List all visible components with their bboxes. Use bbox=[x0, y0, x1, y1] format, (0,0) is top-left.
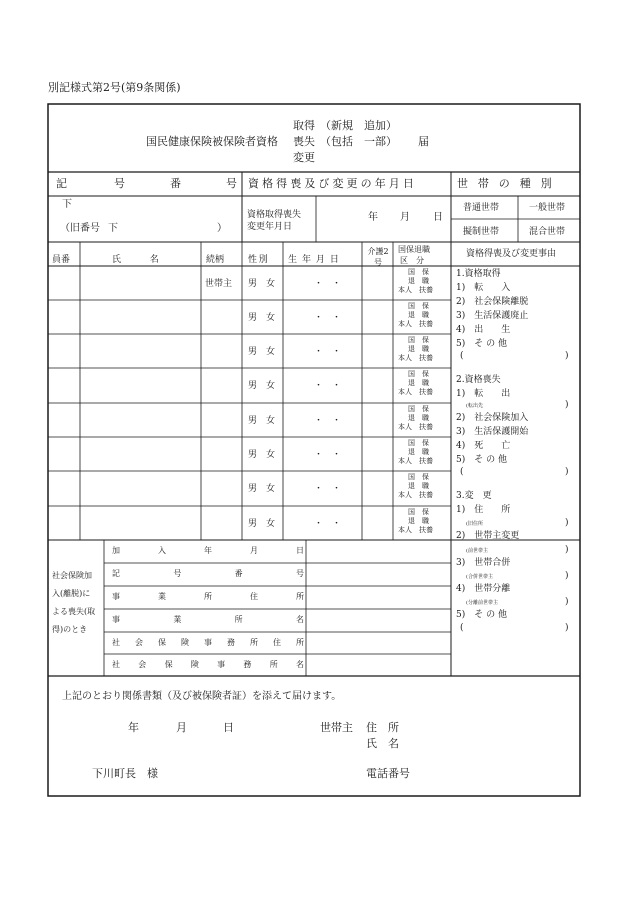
row-birth-dots: ・ ・ bbox=[314, 381, 342, 391]
shaho-row-char: 名 bbox=[296, 615, 304, 624]
reason-acq-1: 1) 転 入 bbox=[456, 283, 511, 293]
shaho-row-char: 社 bbox=[112, 638, 120, 647]
row-kubun-taishoku: 退 職 bbox=[408, 482, 429, 490]
title-paren-bulk: （包括 一部） bbox=[320, 135, 397, 148]
col-reasons: 資格得喪及び変更事由 bbox=[466, 249, 557, 259]
shaho-side-1: 社会保険加 bbox=[52, 571, 92, 580]
shikaku-date-header: 資格得喪及び変更の年月日 bbox=[248, 177, 417, 190]
row-kubun-taishoku: 退 職 bbox=[408, 277, 429, 285]
row-birth-dots: ・ ・ bbox=[314, 519, 342, 529]
reason-chg-sub-3-close: ) bbox=[565, 571, 569, 581]
shaho-row-char: 会 bbox=[135, 638, 143, 647]
title-paren-new: （新規 追加） bbox=[320, 119, 397, 132]
reason-chg-sub-4: (分離前世帯主 bbox=[466, 600, 498, 606]
reason-chg-sub-4-close: ) bbox=[565, 597, 569, 607]
kigou-header-2: 号 bbox=[114, 177, 125, 190]
setai-type-header: 世帯の種別 bbox=[457, 177, 562, 190]
shaho-side-3: よる喪失(取 bbox=[52, 607, 96, 616]
row-kubun-honnin: 本人 扶養 bbox=[398, 457, 433, 465]
reason-chg-sub-1-close: ) bbox=[565, 518, 569, 528]
footer-address: 住 所 bbox=[366, 721, 399, 734]
row-kubun-honnin: 本人 扶養 bbox=[398, 286, 433, 294]
col-relation: 続柄 bbox=[206, 255, 225, 265]
row-kubun-honnin: 本人 扶養 bbox=[398, 526, 433, 534]
title-suffix: 届 bbox=[418, 135, 429, 148]
reason-chg-open: ( bbox=[460, 623, 464, 633]
reason-chg-title: 3.変 更 bbox=[456, 491, 492, 501]
setai-kongo: 混合世帯 bbox=[529, 227, 566, 237]
shaho-row-char: 入 bbox=[158, 546, 166, 555]
row-kubun-taishoku: 退 職 bbox=[408, 414, 429, 422]
shaho-row-char: 加 bbox=[112, 546, 120, 555]
reason-acq-open: ( bbox=[460, 351, 464, 361]
shaho-row-char: 事 bbox=[217, 660, 226, 669]
shaho-row-char: 所 bbox=[250, 638, 258, 647]
shaho-row-char: 会 bbox=[138, 660, 147, 669]
row-kubun-kokuho: 国 保 bbox=[408, 268, 429, 276]
row-kubun-taishoku: 退 職 bbox=[408, 448, 429, 456]
shaho-row-char: 社 bbox=[112, 660, 120, 669]
footer-note: 上記のとおり関係書類（及び被保険者証）を添えて届けます。 bbox=[62, 691, 342, 702]
footer-name: 氏 名 bbox=[366, 737, 399, 750]
shaho-row-char: 業 bbox=[173, 615, 182, 624]
reason-acq-close: ) bbox=[565, 351, 569, 361]
reason-chg-4: 4) 世帯分離 bbox=[456, 584, 511, 594]
shaho-row-char: 務 bbox=[243, 660, 252, 669]
reason-chg-sub-2: (前世帯主 bbox=[466, 548, 488, 554]
shaho-row-char: 番 bbox=[234, 569, 243, 578]
col-kokuho-a: 国保退職 bbox=[398, 245, 430, 254]
reason-chg-1: 1) 住 所 bbox=[456, 505, 511, 515]
reason-acq-4: 4) 出 生 bbox=[456, 325, 511, 335]
col-birth: 生年月日 bbox=[288, 255, 344, 265]
footer-addressee: 下川町長 様 bbox=[92, 767, 158, 780]
row-kubun-kokuho: 国 保 bbox=[408, 336, 429, 344]
title-option-change: 変更 bbox=[293, 151, 315, 164]
reason-loss-sub-close: ) bbox=[565, 400, 569, 410]
row-kubun-honnin: 本人 扶養 bbox=[398, 491, 433, 499]
row-birth-dots: ・ ・ bbox=[314, 484, 342, 494]
shaho-row-char: 務 bbox=[227, 638, 235, 647]
reason-chg-2: 2) 世帯主変更 bbox=[456, 531, 520, 541]
row-sex: 男 女 bbox=[248, 484, 276, 494]
shaho-row-char: 所 bbox=[269, 660, 278, 669]
shaho-row-char: 号 bbox=[296, 569, 304, 578]
form-title: 国民健康保険被保険者資格 bbox=[146, 135, 278, 148]
shaho-row-char: 記 bbox=[112, 569, 120, 578]
row-sex: 男 女 bbox=[248, 347, 276, 357]
shaho-row-char: 所 bbox=[296, 638, 304, 647]
row-kubun-kokuho: 国 保 bbox=[408, 439, 429, 447]
setai-gisei: 擬制世帯 bbox=[463, 227, 500, 237]
row-kubun-taishoku: 退 職 bbox=[408, 345, 429, 353]
footer-month: 月 bbox=[176, 721, 187, 734]
row-kubun-honnin: 本人 扶養 bbox=[398, 388, 433, 396]
reason-acq-3: 3) 生活保護廃止 bbox=[456, 311, 529, 321]
col-kokuho-b: 区 分 bbox=[400, 256, 424, 265]
reason-loss-open: ( bbox=[460, 467, 464, 477]
footer-year: 年 bbox=[128, 721, 139, 734]
row-sex: 男 女 bbox=[248, 279, 276, 289]
row-kubun-kokuho: 国 保 bbox=[408, 473, 429, 481]
date-day: 日 bbox=[433, 212, 443, 223]
reason-chg-sub-3: (合併世帯主 bbox=[466, 574, 493, 580]
row-birth-dots: ・ ・ bbox=[314, 279, 342, 289]
row-kubun-taishoku: 退 職 bbox=[408, 517, 429, 525]
row-kubun-kokuho: 国 保 bbox=[408, 302, 429, 310]
date-year: 年 bbox=[368, 212, 378, 223]
shaho-row-char: 名 bbox=[296, 660, 304, 669]
shaho-row-char: 事 bbox=[204, 638, 212, 647]
reason-loss-5: 5) そ の 他 bbox=[456, 455, 507, 465]
reason-loss-sub: (転出先 bbox=[466, 403, 483, 409]
old-number-label: （旧番号 bbox=[60, 223, 100, 234]
col-inban: 員番 bbox=[52, 255, 71, 265]
shaho-row-char: 事 bbox=[112, 615, 120, 624]
reason-loss-4: 4) 死 亡 bbox=[456, 441, 511, 451]
reason-loss-close: ) bbox=[565, 467, 569, 477]
setai-ippan: 一般世帯 bbox=[529, 203, 566, 213]
title-option-acquire: 取得 bbox=[293, 119, 315, 132]
shaho-row-char: 事 bbox=[112, 592, 120, 601]
kigou-header-1: 記 bbox=[56, 177, 67, 190]
shaho-side-2: 入(離脱)に bbox=[52, 589, 91, 598]
reason-chg-3: 3) 世帯合併 bbox=[456, 558, 511, 568]
footer-day: 日 bbox=[223, 721, 234, 734]
row-kubun-honnin: 本人 扶養 bbox=[398, 423, 433, 431]
date-month: 月 bbox=[400, 212, 410, 223]
shaho-row-char: 保 bbox=[164, 660, 173, 669]
reason-loss-2: 2) 社会保険加入 bbox=[456, 413, 529, 423]
row-birth-dots: ・ ・ bbox=[314, 347, 342, 357]
shaho-row-char: 号 bbox=[173, 569, 182, 578]
row-kubun-honnin: 本人 扶養 bbox=[398, 320, 433, 328]
shaho-row-char: 月 bbox=[250, 546, 258, 555]
title-option-loss: 喪失 bbox=[293, 135, 315, 148]
reason-loss-1: 1) 転 出 bbox=[456, 389, 511, 399]
footer-phone: 電話番号 bbox=[366, 767, 410, 780]
reason-chg-sub-1: (旧住所 bbox=[466, 521, 483, 527]
col-sex: 性別 bbox=[248, 255, 270, 265]
row-sex: 男 女 bbox=[248, 416, 276, 426]
date-label-1: 資格取得喪失 bbox=[247, 210, 302, 220]
shaho-row-char: 険 bbox=[181, 638, 189, 647]
reason-acq-2: 2) 社会保険離脱 bbox=[456, 297, 529, 307]
row-sex: 男 女 bbox=[248, 519, 276, 529]
reason-acq-5: 5) そ の 他 bbox=[456, 339, 507, 349]
row-kubun-taishoku: 退 職 bbox=[408, 311, 429, 319]
district-shita: 下 bbox=[62, 199, 72, 210]
reason-chg-sub-2-close: ) bbox=[565, 545, 569, 555]
shaho-row-char: 住 bbox=[250, 592, 258, 601]
row-kubun-taishoku: 退 職 bbox=[408, 379, 429, 387]
row-sex: 男 女 bbox=[248, 313, 276, 323]
old-number-close: ） bbox=[217, 223, 227, 234]
shaho-row-char: 住 bbox=[273, 638, 281, 647]
shaho-row-char: 業 bbox=[158, 592, 166, 601]
shaho-row-char: 所 bbox=[204, 592, 212, 601]
col-kaigo: 介護2号 bbox=[367, 247, 389, 267]
reason-chg-5: 5) そ の 他 bbox=[456, 610, 507, 620]
reason-chg-close: ) bbox=[565, 623, 569, 633]
footer-householder: 世帯主 bbox=[320, 721, 353, 734]
shaho-side-4: 得)のとき bbox=[52, 625, 88, 634]
row-birth-dots: ・ ・ bbox=[314, 416, 342, 426]
date-label-2: 変更年月日 bbox=[247, 222, 293, 232]
row-kubun-kokuho: 国 保 bbox=[408, 508, 429, 516]
row-sex: 男 女 bbox=[248, 381, 276, 391]
reason-loss-title: 2.資格喪失 bbox=[456, 375, 501, 385]
shaho-row-char: 保 bbox=[158, 638, 166, 647]
row-kubun-honnin: 本人 扶養 bbox=[398, 354, 433, 362]
form-reference: 別記様式第2号(第9条関係) bbox=[48, 81, 181, 94]
kigou-header-3: 番 bbox=[170, 177, 181, 190]
kigou-header-4: 号 bbox=[226, 177, 237, 190]
shaho-row-char: 所 bbox=[234, 615, 243, 624]
row-birth-dots: ・ ・ bbox=[314, 450, 342, 460]
row-relation: 世帯主 bbox=[205, 279, 233, 289]
old-number-shita: 下 bbox=[108, 223, 118, 234]
col-name: 氏 名 bbox=[112, 255, 163, 265]
row-birth-dots: ・ ・ bbox=[314, 313, 342, 323]
shaho-row-char: 日 bbox=[296, 546, 304, 555]
reason-loss-3: 3) 生活保護開始 bbox=[456, 427, 529, 437]
row-kubun-kokuho: 国 保 bbox=[408, 370, 429, 378]
reason-acq-title: 1.資格取得 bbox=[456, 269, 501, 279]
shaho-row-char: 年 bbox=[204, 546, 212, 555]
row-kubun-kokuho: 国 保 bbox=[408, 405, 429, 413]
shaho-row-char: 所 bbox=[296, 592, 304, 601]
row-sex: 男 女 bbox=[248, 450, 276, 460]
shaho-row-char: 険 bbox=[190, 660, 199, 669]
setai-futsu: 普通世帯 bbox=[463, 203, 500, 213]
